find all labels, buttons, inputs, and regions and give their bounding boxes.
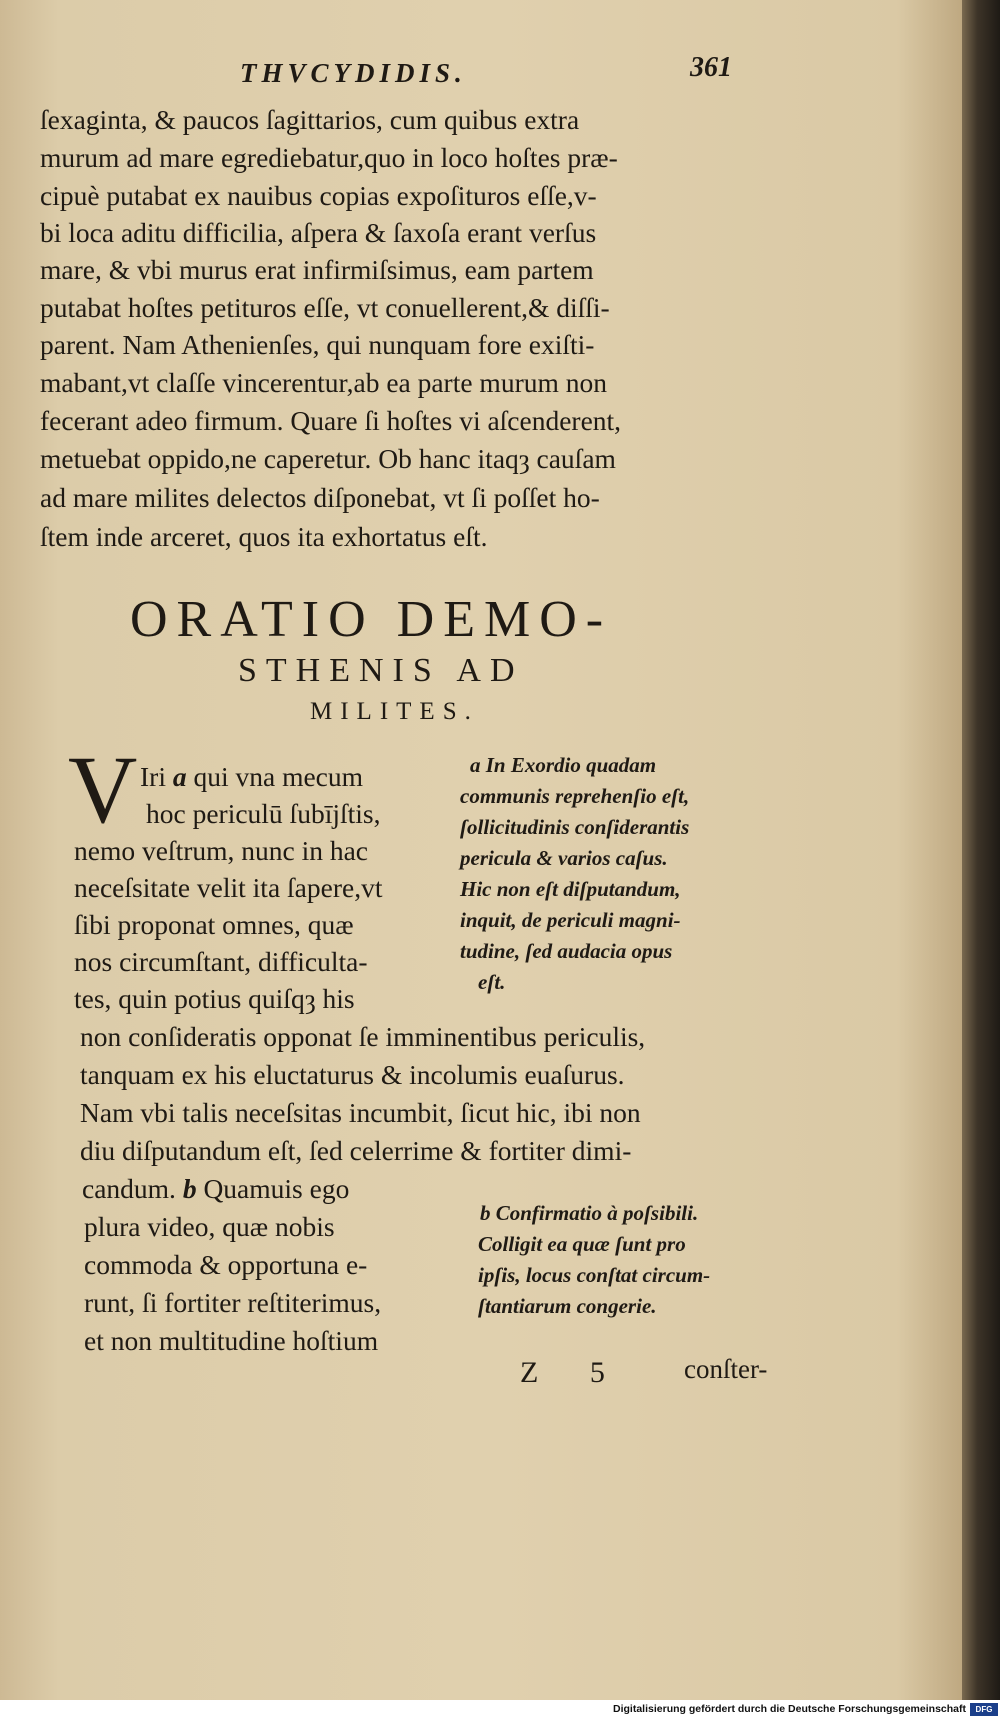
digitization-credit-bar xyxy=(0,1700,1000,1719)
book-gutter-edge xyxy=(962,0,1000,1700)
page-number: 361 xyxy=(690,52,732,83)
margin-note-line: Hic non eſt diſputandum, xyxy=(460,877,681,901)
text-line: hoc periculū ſubījſtis, xyxy=(146,798,381,829)
text-line: Nam vbi talis neceſsitas incumbit, ſicut hic, ibi non xyxy=(80,1097,641,1128)
credit-text: Digitalisierung gefördert durch die Deutsche Forschungsgemeinschaft xyxy=(613,1703,966,1715)
text-line: metuebat oppido,ne caperetur. Ob hanc itaqȝ cauſam xyxy=(40,443,616,474)
text-line: ad mare milites delectos diſponebat, vt ſi poſſet ho- xyxy=(40,482,600,513)
text-fragment: candum. xyxy=(82,1173,176,1204)
text-line: tanquam ex his eluctaturus & incolumis euaſurus. xyxy=(80,1059,625,1090)
margin-note-line: Colligit ea quæ ſunt pro xyxy=(478,1232,686,1256)
signature-mark: Z 5 xyxy=(520,1356,627,1389)
margin-note-line: ſtantiarum congerie. xyxy=(478,1294,657,1318)
running-head: THVCYDIDIS. xyxy=(240,58,467,88)
drop-capital: V xyxy=(68,736,138,843)
text-line: tes, quin potius quiſqȝ his xyxy=(74,983,355,1014)
margin-note-line: b Confirmatio à poſsibili. xyxy=(480,1201,699,1225)
text-line: mabant,vt claſſe vincerentur,ab ea parte murum non xyxy=(40,367,607,398)
note-marker-b: b xyxy=(182,1173,197,1204)
oration-title-line-3: MILITES. xyxy=(310,698,479,725)
oration-title-line-2: STHENIS AD xyxy=(238,652,524,689)
text-line: commoda & opportuna e- xyxy=(84,1249,368,1280)
text-line: murum ad mare egrediebatur,quo in loco hoſtes præ- xyxy=(40,142,618,173)
text-line: non conſideratis opponat ſe imminentibus periculis, xyxy=(80,1021,646,1052)
oration-title-line-1: ORATIO DEMO- xyxy=(130,591,613,648)
text-line xyxy=(82,1172,349,1206)
margin-note-line: ipſis, locus conſtat circum- xyxy=(478,1263,711,1287)
margin-note-line: eſt. xyxy=(478,970,506,994)
text-fragment: qui vna mecum xyxy=(193,761,364,792)
text-line: bi loca aditu difficilia, aſpera & ſaxoſa erant verſus xyxy=(40,217,597,248)
text-line: fecerant adeo firmum. Quare ſi hoſtes vi aſcenderent, xyxy=(40,405,622,436)
text-fragment: Iri xyxy=(140,761,166,792)
text-fragment: Quamuis ego xyxy=(203,1173,350,1204)
margin-note-line: a In Exordio quadam xyxy=(470,753,657,777)
margin-note-line: communis reprehenſio eſt, xyxy=(460,784,690,808)
text-line: cipuè putabat ex nauibus copias expoſituros eſſe,v- xyxy=(40,180,597,211)
margin-note-line: pericula & varios caſus. xyxy=(460,846,668,870)
text-line xyxy=(140,760,363,794)
text-line: ſexaginta, & paucos ſagittarios, cum quibus extra xyxy=(40,104,580,135)
text-line: et non multitudine hoſtium xyxy=(84,1325,379,1356)
text-line: runt, ſi fortiter reſtiterimus, xyxy=(84,1287,382,1318)
text-line: neceſsitate velit ita ſapere,vt xyxy=(74,872,383,903)
text-line: nemo veſtrum, nunc in hac xyxy=(74,835,369,866)
text-line: putabat hoſtes petituros eſſe, vt conuellerent,& diſſi- xyxy=(40,292,610,323)
text-line: plura video, quæ nobis xyxy=(84,1211,335,1242)
text-line: mare, & vbi murus erat infirmiſsimus, eam partem xyxy=(40,254,594,285)
note-marker-a: a xyxy=(172,761,187,792)
margin-note-line: tudine, ſed audacia opus xyxy=(460,939,673,963)
text-line: ſtem inde arceret, quos ita exhortatus eſt. xyxy=(40,521,488,552)
dfg-logo: DFG xyxy=(970,1703,998,1716)
text-line: diu diſputandum eſt, ſed celerrime & fortiter dimi- xyxy=(80,1135,632,1166)
text-line: ſibi proponat omnes, quæ xyxy=(74,909,354,940)
text-line: nos circumſtant, difficulta- xyxy=(74,946,368,977)
margin-note-line: inquit, de periculi magni- xyxy=(460,908,681,932)
text-line: parent. Nam Athenienſes, qui nunquam fore exiſti- xyxy=(40,329,595,360)
margin-note-line: ſollicitudinis conſiderantis xyxy=(460,815,690,839)
catchword: conſter- xyxy=(684,1354,768,1384)
